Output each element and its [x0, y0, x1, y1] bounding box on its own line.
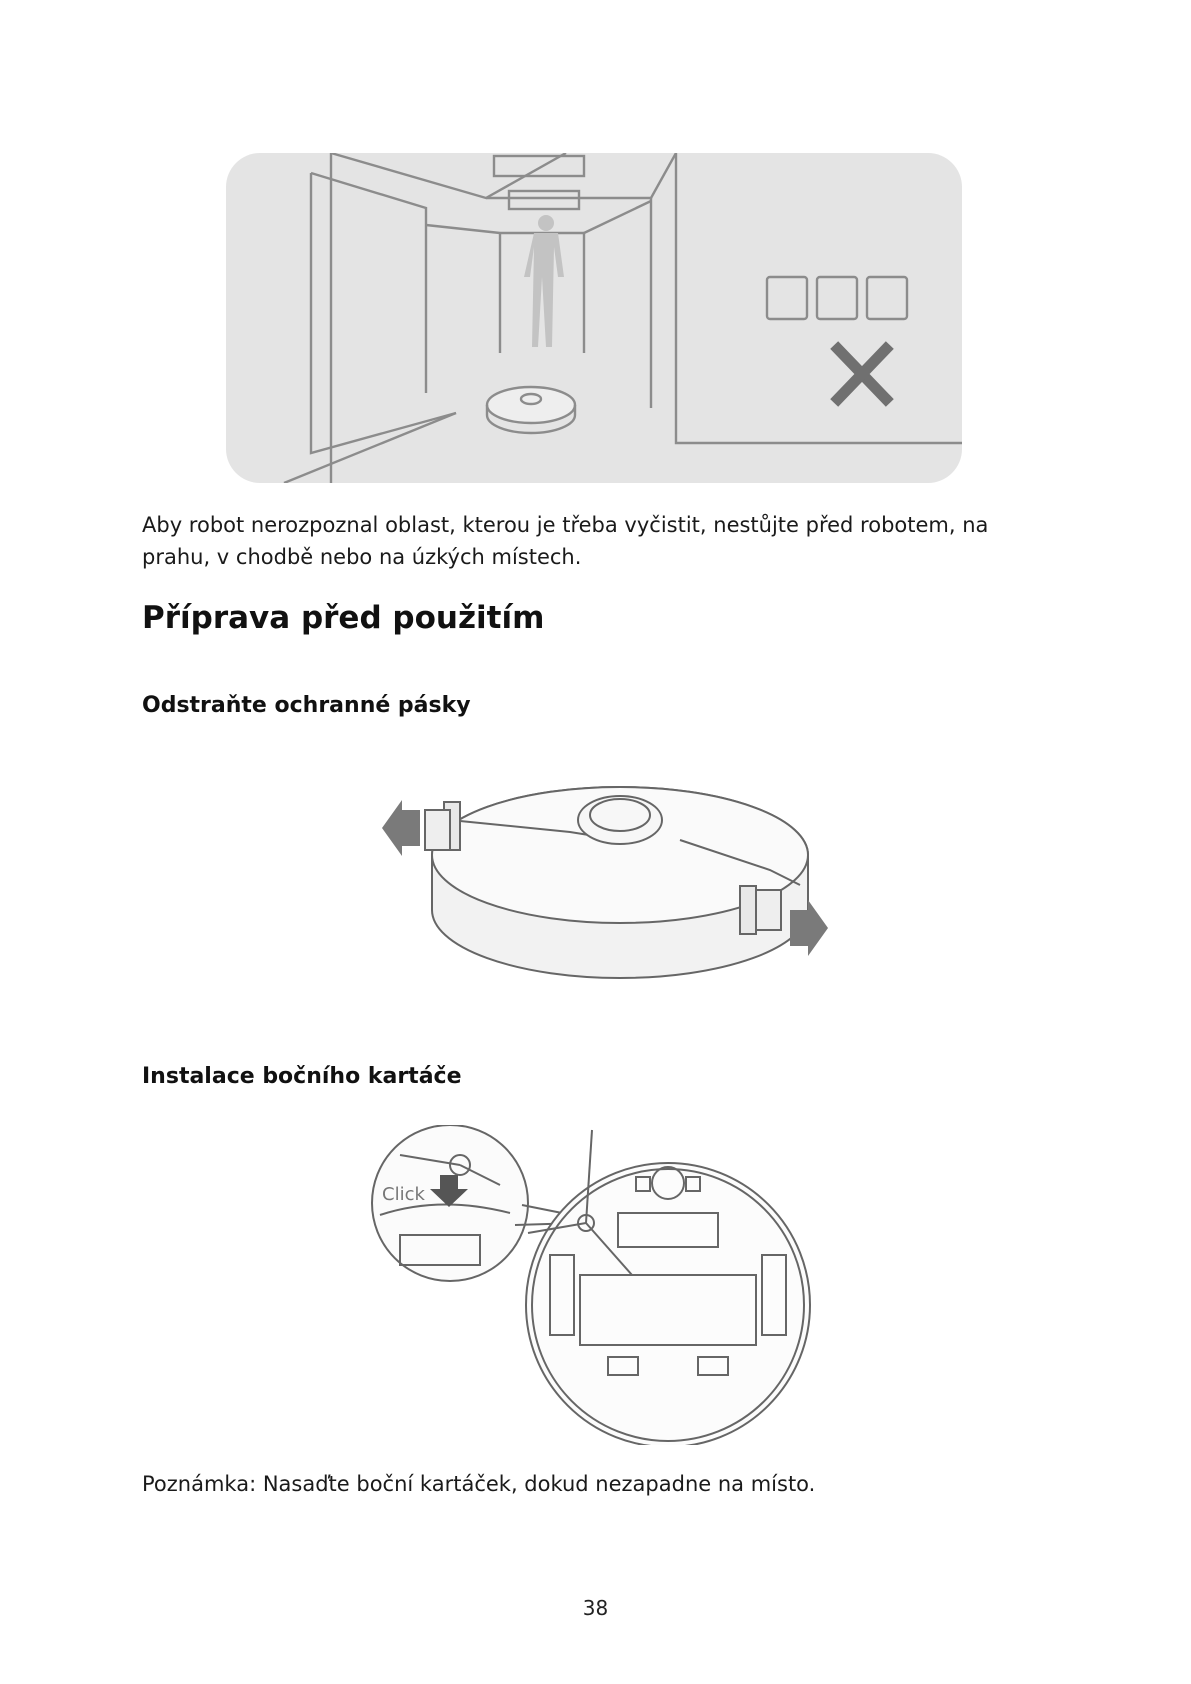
page-number: 38	[582, 1596, 609, 1620]
intro-paragraph: Aby robot nerozpoznal oblast, kterou je třeba vyčistit, nestůjte před robotem, na prahu, v chodbě nebo na úzkých místech.	[142, 513, 989, 569]
arrow-left-icon	[382, 800, 420, 856]
remove-tapes-illustration	[370, 760, 830, 990]
click-label: Click	[382, 1184, 425, 1205]
subsection-heading-tapes: Odstraňte ochranné pásky	[142, 693, 471, 718]
section-heading: Příprava před použitím	[142, 600, 545, 636]
note-paragraph: Poznámka: Nasaďte boční kartáček, dokud nezapadne na místo.	[142, 1472, 816, 1496]
hallway-illustration	[226, 153, 962, 483]
side-brush-illustration	[360, 1125, 840, 1445]
subsection-heading-brush: Instalace bočního kartáče	[142, 1064, 462, 1089]
